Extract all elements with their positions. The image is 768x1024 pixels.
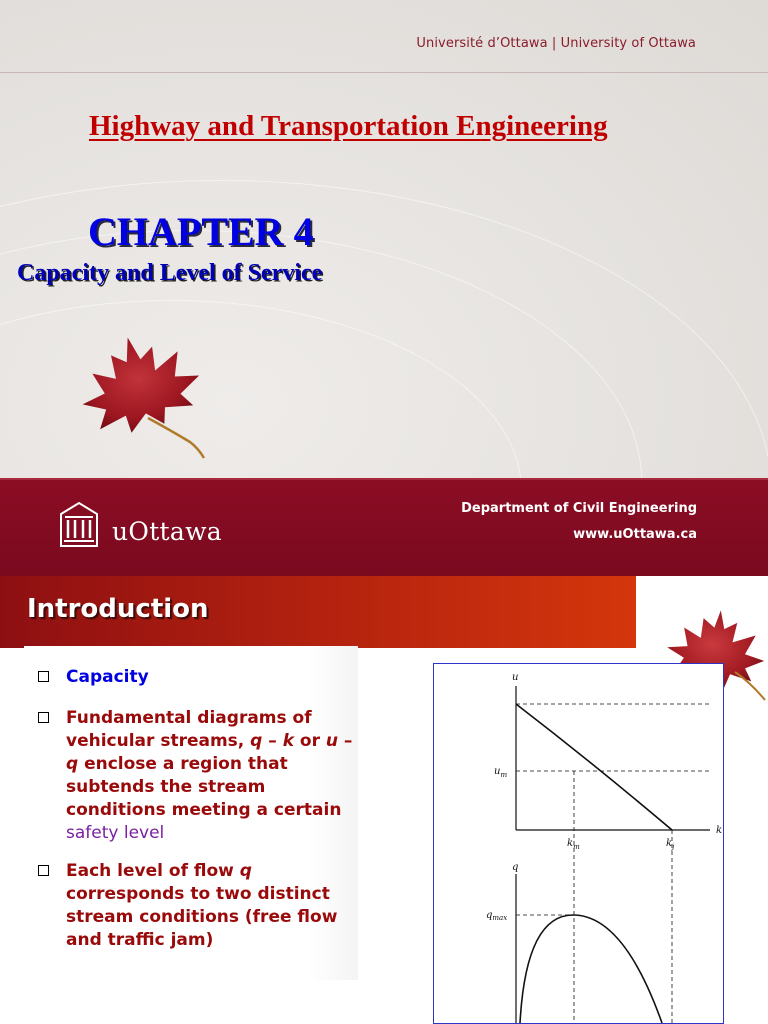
safety-level-term: safety level xyxy=(66,823,165,843)
bullet-text-part: Fundamental diagrams of vehicular streams, xyxy=(66,708,312,751)
um-label: $u_m$ xyxy=(494,766,508,779)
university-crest-icon xyxy=(58,500,100,550)
university-name: Université d’Ottawa | University of Ottawa xyxy=(416,36,696,51)
checkbox-bullet-icon xyxy=(38,671,49,682)
header-divider xyxy=(0,72,768,73)
variable-q: q xyxy=(250,731,263,751)
checkbox-bullet-icon xyxy=(38,865,49,876)
dash: – xyxy=(338,731,353,751)
u-axis-label: u xyxy=(512,672,519,683)
slide-heading: Introduction xyxy=(27,594,209,624)
variable-q: q xyxy=(239,861,252,881)
flow-density-curve xyxy=(520,915,662,1023)
maple-leaf-icon xyxy=(60,330,220,460)
introduction-slide xyxy=(0,576,768,1024)
bullet-text-part: or xyxy=(294,731,326,751)
chapter-subtitle: Capacity and Level of Service xyxy=(17,260,323,286)
fundamental-diagram-plot xyxy=(434,664,723,1023)
q-axis-label: q xyxy=(512,862,519,873)
variable-u: u xyxy=(325,731,339,751)
dash: – xyxy=(262,731,283,751)
qmax-label: $q_{max}$ xyxy=(486,910,508,922)
uottawa-logo-text: uOttawa xyxy=(112,517,222,546)
checkbox-bullet-icon xyxy=(38,712,49,723)
slide-header-bar xyxy=(0,576,636,648)
speed-density-curve xyxy=(516,704,672,830)
fundamental-diagram xyxy=(433,663,724,1024)
chapter-title: CHAPTER 4 xyxy=(88,209,314,254)
variable-k: k xyxy=(282,731,294,751)
bullet-list xyxy=(24,646,358,980)
k-axis-label: k xyxy=(716,825,723,836)
brand-band-highlight xyxy=(0,478,768,480)
bullet-text-part: enclose a region that subtends the stream conditions meeting a certain xyxy=(66,754,342,820)
bullet-text: Capacity xyxy=(66,667,149,687)
bullet-text xyxy=(66,860,356,952)
department-name: Department of Civil Engineering xyxy=(461,501,697,516)
variable-q: q xyxy=(66,754,79,774)
website-link[interactable]: www.uOttawa.ca xyxy=(573,527,697,542)
bullet-text xyxy=(66,707,356,845)
km-label: $k_m$ xyxy=(567,838,580,851)
kj-label: $k_j$ xyxy=(666,838,675,851)
bullet-text-part: corresponds to two distinct stream conditions (free flow and traffic jam) xyxy=(66,884,338,950)
course-title: Highway and Transportation Engineering xyxy=(89,110,608,142)
bullet-text-part: Each level of flow xyxy=(66,861,240,881)
